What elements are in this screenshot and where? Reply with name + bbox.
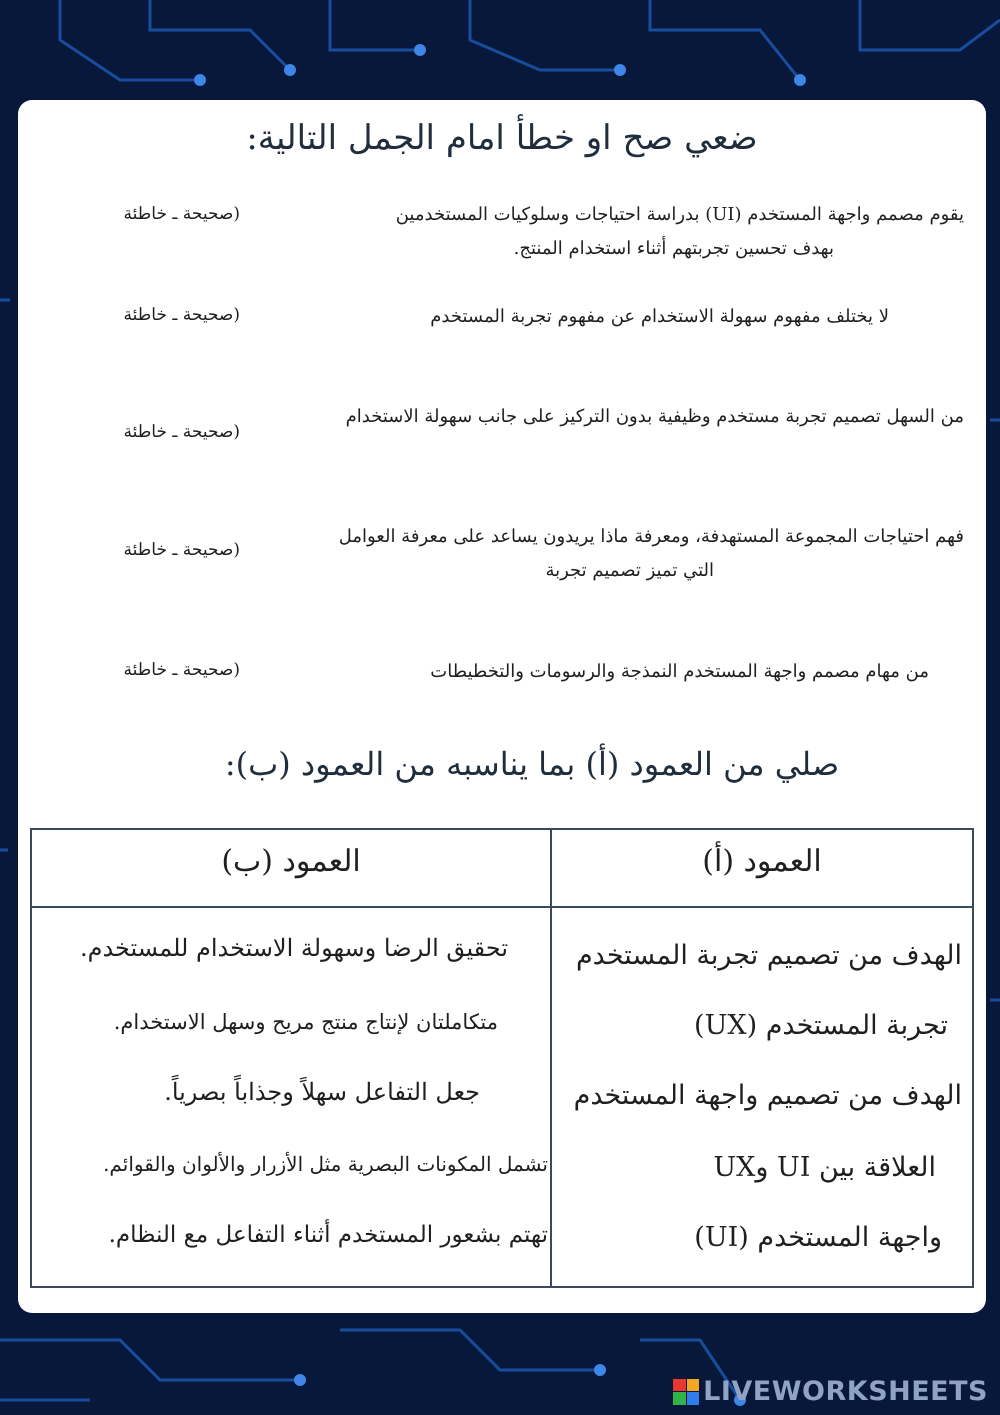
statement-4 — [264, 520, 964, 588]
column-b-item-5[interactable]: تهتم بشعور المستخدم أثناء التفاعل مع النظام. — [108, 1222, 548, 1248]
column-b-item-4[interactable]: تشمل المكونات البصرية مثل الأزرار والألوان والقوائم. — [103, 1152, 548, 1176]
header-divider — [32, 906, 972, 908]
matching-title: صلي من العمود (أ) بما يناسبه من العمود (ب): — [224, 745, 840, 783]
logo-square-2 — [687, 1379, 700, 1392]
statement-4-choice[interactable]: (صحيحة ـ خاطئة — [123, 540, 240, 560]
column-a-item-5[interactable]: واجهة المستخدم (UI) — [694, 1222, 942, 1253]
statement-5-choice[interactable]: (صحيحة ـ خاطئة — [123, 660, 240, 680]
column-divider — [550, 830, 552, 1286]
statement-4-line2: التي تميز تصميم تجربة — [545, 560, 714, 581]
watermark-text: LIVEWORKSHEETS — [703, 1376, 988, 1407]
column-b-item-3[interactable]: جعل التفاعل سهلاً وجذاباً بصرياً. — [164, 1078, 480, 1106]
statement-4-line1: فهم احتياجات المجموعة المستهدفة، ومعرفة ماذا يريدون يساعد على معرفة العوامل — [338, 526, 964, 547]
statement-3-line1: من السهل تصميم تجربة مستخدم وظيفية بدون التركيز على جانب سهولة الاستخدام — [345, 406, 964, 427]
true-false-title: ضعي صح او خطأ امام الجمل التالية: — [246, 118, 758, 158]
worksheet-page — [18, 100, 986, 1313]
liveworksheets-watermark — [673, 1376, 988, 1407]
statement-2 — [264, 300, 964, 334]
matching-table — [30, 828, 974, 1288]
statement-5 — [264, 655, 964, 689]
statement-1-choice[interactable]: (صحيحة ـ خاطئة — [123, 204, 240, 224]
column-a-item-2[interactable]: تجربة المستخدم (UX) — [694, 1010, 948, 1041]
statement-1 — [264, 198, 964, 266]
liveworksheets-logo-icon — [673, 1379, 699, 1405]
logo-square-1 — [673, 1379, 686, 1392]
statement-3-choice[interactable]: (صحيحة ـ خاطئة — [123, 422, 240, 442]
column-a-item-3[interactable]: الهدف من تصميم واجهة المستخدم — [573, 1080, 962, 1111]
column-a-header: العمود (أ) — [702, 844, 822, 879]
statement-2-line1: لا يختلف مفهوم سهولة الاستخدام عن مفهوم تجربة المستخدم — [430, 306, 889, 327]
logo-square-3 — [673, 1392, 686, 1405]
column-b-header: العمود (ب) — [221, 844, 361, 879]
column-a-item-1[interactable]: الهدف من تصميم تجربة المستخدم — [575, 940, 962, 971]
column-b-item-1[interactable]: تحقيق الرضا وسهولة الاستخدام للمستخدم. — [79, 934, 508, 962]
column-a-item-4[interactable]: العلاقة بين UI وUX — [713, 1152, 936, 1183]
statement-2-choice[interactable]: (صحيحة ـ خاطئة — [123, 305, 240, 325]
logo-square-4 — [687, 1392, 700, 1405]
statement-3 — [264, 400, 964, 434]
statement-5-line1: من مهام مصمم واجهة المستخدم النمذجة والرسومات والتخطيطات — [430, 661, 929, 682]
statement-1-line2: بهدف تحسين تجربتهم أثناء استخدام المنتج. — [513, 238, 834, 259]
column-b-item-2[interactable]: متكاملتان لإنتاج منتج مريح وسهل الاستخدام. — [113, 1010, 498, 1034]
statement-1-line1: يقوم مصمم واجهة المستخدم (UI) بدراسة احتياجات وسلوكيات المستخدمين — [395, 204, 964, 225]
